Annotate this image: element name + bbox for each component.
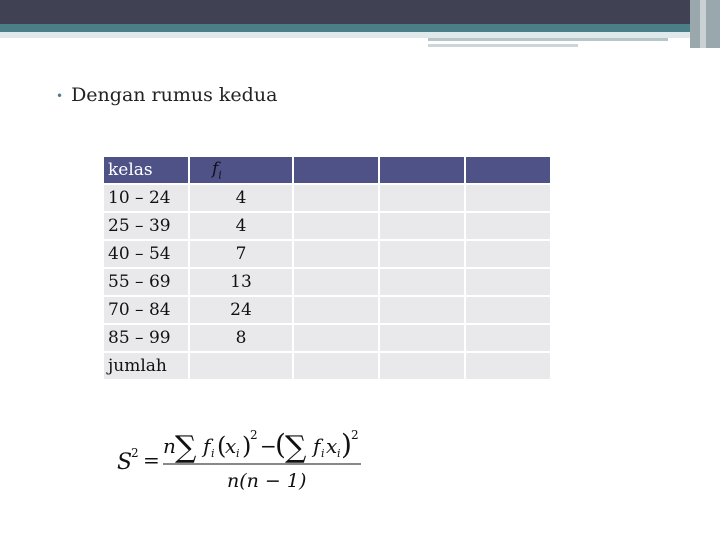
table-header-row — [104, 157, 550, 183]
cell-empty — [380, 325, 464, 351]
bullet-dot-icon: • — [56, 89, 64, 103]
formula-equals: = — [143, 448, 160, 472]
top-band-right-stripe — [700, 0, 706, 48]
formula-x1: x — [225, 434, 237, 458]
cell-empty — [294, 325, 378, 351]
formula-f2: f — [313, 434, 321, 458]
table-row-total — [104, 353, 550, 379]
bullet-text: Dengan rumus kedua — [71, 84, 278, 106]
formula-x2: x — [326, 434, 338, 458]
formula-f1: f — [203, 434, 211, 458]
cell-fi: 7 — [190, 241, 292, 267]
cell-empty — [294, 213, 378, 239]
cell-kelas: 55 – 69 — [104, 269, 188, 295]
cell-empty — [380, 297, 464, 323]
cell-fi-total — [190, 353, 292, 379]
cell-jumlah: jumlah — [104, 353, 188, 379]
cell-kelas: 85 – 99 — [104, 325, 188, 351]
formula-sum-1: ∑ — [175, 430, 197, 465]
decor-line-upper — [428, 38, 668, 41]
cell-empty — [294, 185, 378, 211]
formula-paren-open-1: ( — [217, 432, 227, 460]
cell-empty — [466, 325, 550, 351]
header-fi-i: i — [218, 168, 222, 182]
table-row — [104, 185, 550, 211]
decor-line-lower — [428, 44, 578, 47]
formula-sq-2: 2 — [351, 428, 359, 442]
table-row — [104, 325, 550, 351]
formula-n: n — [163, 434, 176, 458]
cell-kelas: 25 – 39 — [104, 213, 188, 239]
cell-empty — [466, 185, 550, 211]
cell-empty — [466, 297, 550, 323]
cell-empty — [466, 241, 550, 267]
formula-f2-sub: i — [321, 447, 325, 460]
cell-empty — [380, 185, 464, 211]
header-kelas: kelas — [104, 157, 188, 183]
header-col5 — [466, 157, 550, 183]
formula-x2-sub: i — [337, 447, 341, 460]
cell-empty — [380, 213, 464, 239]
cell-empty — [294, 353, 378, 379]
cell-empty — [466, 353, 550, 379]
top-band-dark — [0, 0, 720, 24]
header-col3 — [294, 157, 378, 183]
cell-fi: 13 — [190, 269, 292, 295]
cell-empty — [466, 213, 550, 239]
cell-empty — [380, 353, 464, 379]
cell-kelas: 40 – 54 — [104, 241, 188, 267]
variance-formula — [115, 425, 365, 495]
cell-empty — [380, 241, 464, 267]
formula-paren-close-2: ) — [341, 428, 352, 461]
cell-empty — [294, 297, 378, 323]
cell-fi: 8 — [190, 325, 292, 351]
cell-empty — [294, 269, 378, 295]
formula-sum-2: ∑ — [285, 430, 307, 465]
formula-paren-open-2: ( — [275, 428, 286, 461]
formula-paren-close-1: ) — [242, 432, 252, 460]
header-fi-f: f — [212, 158, 219, 179]
cell-empty — [294, 241, 378, 267]
formula-minus: − — [260, 434, 277, 458]
header-col4 — [380, 157, 464, 183]
table-row — [104, 241, 550, 267]
cell-fi: 24 — [190, 297, 292, 323]
cell-fi: 4 — [190, 213, 292, 239]
table-row — [104, 213, 550, 239]
formula-x1-sub: i — [236, 447, 240, 460]
cell-empty — [380, 269, 464, 295]
formula-denominator: n(n − 1) — [227, 470, 307, 492]
table-row — [104, 269, 550, 295]
bullet-item — [56, 84, 277, 106]
cell-empty — [466, 269, 550, 295]
formula-sq-1: 2 — [250, 428, 258, 442]
frequency-table — [102, 155, 552, 381]
cell-fi: 4 — [190, 185, 292, 211]
cell-kelas: 70 – 84 — [104, 297, 188, 323]
formula-f1-sub: i — [211, 447, 215, 460]
cell-kelas: 10 – 24 — [104, 185, 188, 211]
table-row — [104, 297, 550, 323]
header-fi — [190, 157, 292, 183]
top-band-teal — [0, 24, 720, 32]
formula-lhs-power: 2 — [131, 446, 139, 460]
formula-lhs: S — [117, 450, 133, 475]
